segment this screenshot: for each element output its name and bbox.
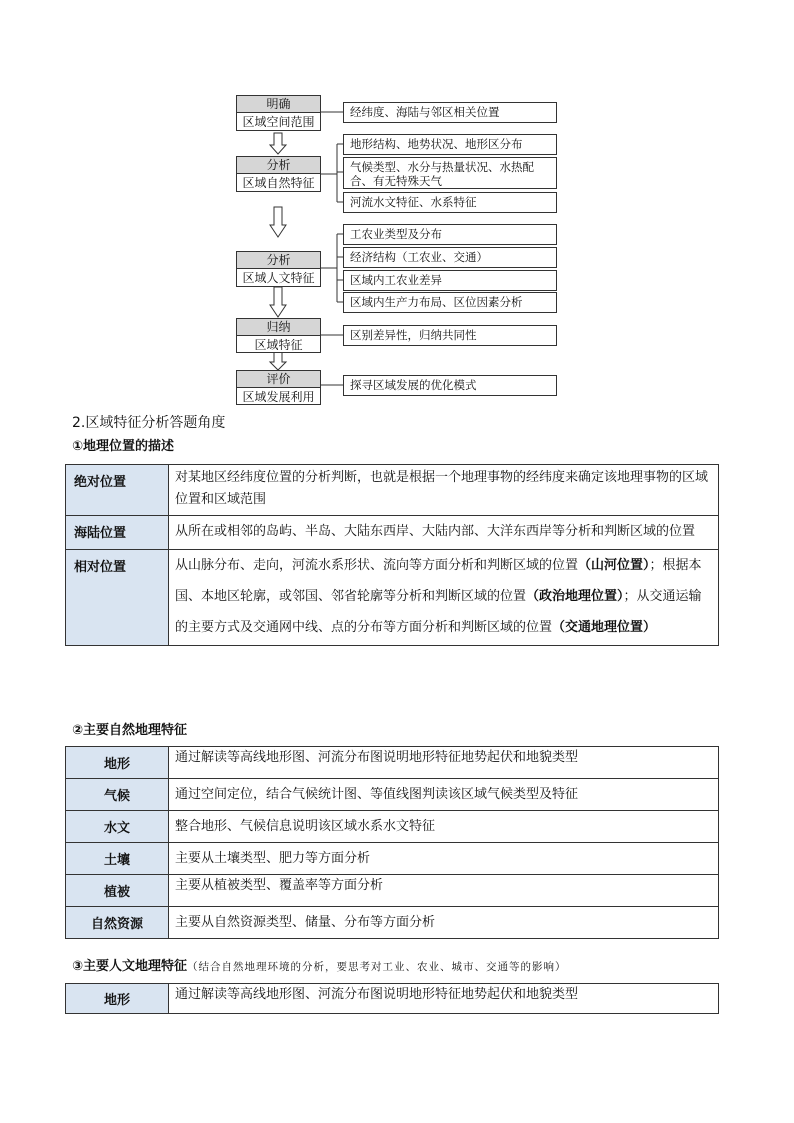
row-label: 地形 [66,747,169,779]
content-text: 从山脉分布、走向，河流水系形状、流向等方面分析和判断区域的位置 [175,558,579,573]
row-label: 土壤 [66,843,169,875]
row-label: 相对位置 [66,550,169,646]
table-row [66,550,719,646]
content-text: ；从交通运输的主要方式及交通网中线、点的分布等方面分析和判断区域的位置 [175,589,702,635]
step-verb: 分析 [237,157,320,174]
row-content: 整合地形、气候信息说明该区域水系水文特征 [169,811,719,843]
step-object: 区域发展利用 [242,390,315,404]
table-row [66,747,719,779]
row-content: 主要从植被类型、覆盖率等方面分析 [169,875,719,907]
step-verb: 分析 [237,252,320,269]
detail-regional-difference: 区域内工农业差异 [343,270,557,291]
subsection-title-natural: ②主要自然地理特征 [72,723,188,738]
row-label: 植被 [66,875,169,907]
table-row [66,907,719,939]
detail-climate: 气候类型、水分与热量状况、水热配合、有无特殊天气 [343,157,557,189]
natural-features-table [65,746,719,939]
emphasis-text: （山河位置） [578,558,650,573]
step-verb: 评价 [237,371,320,388]
row-content: 主要从土壤类型、肥力等方面分析 [169,843,719,875]
table-row [66,984,719,1014]
row-content: 主要从自然资源类型、储量、分布等方面分析 [169,907,719,939]
row-content: 通过解读等高线地形图、河流分布图说明地形特征地势起伏和地貌类型 [169,984,719,1014]
table-row [66,875,719,907]
step-box-human [236,251,321,287]
row-label: 气候 [66,779,169,811]
row-label: 地形 [66,984,169,1014]
emphasis-text: （政治地理位置） [526,589,624,604]
subsection-title-location: ①地理位置的描述 [72,439,175,454]
down-arrow-icon [270,133,286,154]
human-features-table [65,983,719,1014]
section-title: 2.区域特征分析答题角度 [72,415,226,431]
table-row [66,516,719,550]
down-arrow-icon [270,287,286,317]
down-arrow-icon [270,352,286,370]
detail-terrain: 地形结构、地势状况、地形区分布 [343,134,557,155]
row-content [169,550,719,646]
step-object: 区域自然特征 [242,176,315,190]
row-content: 从所在或相邻的岛屿、半岛、大陆东西岸、大陆内部、大洋东西岸等分析和判断区域的位置 [169,516,719,550]
row-label: 水文 [66,811,169,843]
subsection-note: （结合自然地理环境的分析，要思考对工业、农业、城市、交通等的影响） [187,961,567,973]
step-verb: 明确 [237,96,320,113]
detail-evaluate: 探寻区域发展的优化模式 [343,375,557,396]
location-table [65,464,719,646]
subsection-title-text: ③主要人文地理特征 [72,959,188,974]
detail-industry-types: 工农业类型及分布 [343,224,557,245]
subsection-title-human [72,958,567,976]
detail-economic-structure: 经济结构（工农业、交通） [343,247,557,268]
row-label: 自然资源 [66,907,169,939]
step-verb: 归纳 [237,319,320,336]
step-box-natural [236,156,321,192]
table-row [66,843,719,875]
row-label: 绝对位置 [66,465,169,516]
detail-summary: 区别差异性，归纳共同性 [343,325,557,346]
step-box-summary [236,318,321,353]
detail-space: 经纬度、海陆与邻区相关位置 [343,102,557,123]
row-content: 对某地区经纬度位置的分析判断，也就是根据一个地理事物的经纬度来确定该地理事物的区域位置和区域范围 [169,465,719,516]
detail-hydrology: 河流水文特征、水系特征 [343,192,557,213]
table-row [66,465,719,516]
row-content: 通过空间定位，结合气候统计图、等值线图判读该区域气候类型及特征 [169,779,719,811]
step-object: 区域人文特征 [242,271,315,285]
down-arrow-icon [270,207,286,237]
emphasis-text: （交通地理位置） [552,620,657,635]
detail-productivity-layout: 区域内生产力布局、区位因素分析 [343,292,557,313]
table-row [66,779,719,811]
step-object: 区域空间范围 [242,115,315,129]
row-label: 海陆位置 [66,516,169,550]
row-content: 通过解读等高线地形图、河流分布图说明地形特征地势起伏和地貌类型 [169,747,719,779]
table-row [66,811,719,843]
step-box-evaluate [236,370,321,405]
step-object: 区域特征 [254,338,303,352]
step-box-clarify [236,95,321,131]
content-text: ；根据本国、本地区轮廓，或邻国、邻省轮廓等分析和判断区域的位置 [175,558,702,604]
